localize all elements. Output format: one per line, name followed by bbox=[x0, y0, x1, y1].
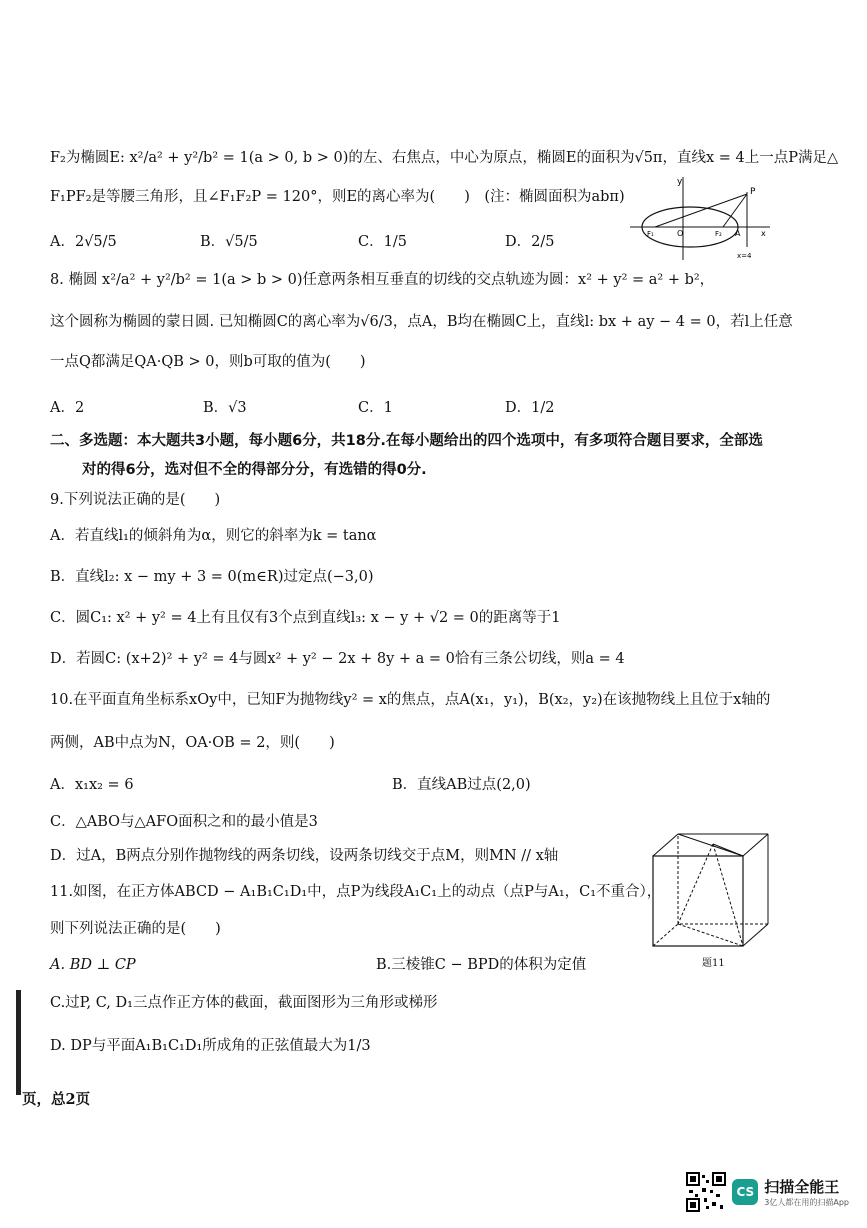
q10-line2: 两侧，AB中点为N，OA·OB = 2，则( ) bbox=[50, 735, 335, 751]
q7-option-b: B．√5/5 bbox=[200, 234, 258, 250]
q7-line2-text: F₁PF₂是等腰三角形，且∠F₁F₂P = 120°，则E的离心率为( ) (注：椭圆面积为abπ) bbox=[50, 189, 625, 205]
q8-option-a: A．2 bbox=[50, 400, 85, 416]
q8-option-d: D．1/2 bbox=[505, 400, 555, 416]
fig7-label-p: P bbox=[750, 187, 756, 197]
fig7-label-f1: F₁ bbox=[647, 230, 654, 238]
q11-line1: 11.如图，在正方体ABCD − A₁B₁C₁D₁中，点P为线段A₁C₁上的动点（点P与A₁，C₁不重合）， bbox=[50, 884, 662, 900]
q11-line2: 则下列说法正确的是( ) bbox=[50, 921, 221, 937]
scan-edge-shadow bbox=[16, 990, 21, 1095]
q10-line1: 10.在平面直角坐标系xOy中，已知F为抛物线y² = x的焦点，点A(x₁，y₁)，B(x₂，y₂)在该抛物线上且位于x轴的 bbox=[50, 692, 771, 708]
q10-option-c: C．△ABO与△AFO面积之和的最小值是3 bbox=[50, 814, 318, 830]
fig7-label-x: x bbox=[761, 229, 766, 238]
section2-line2: 对的得6分，选对但不全的得部分分，有选错的得0分. bbox=[82, 462, 427, 478]
q7-line1-text: F₂为椭圆E: x²/a² + y²/b² = 1(a > 0, b > 0)的左、右焦点，中心为原点，椭圆E的面积为√5π，直线x = 4上一点P满足△ bbox=[50, 150, 839, 166]
q7-line2 bbox=[50, 189, 625, 206]
q9-option-b: B．直线l₂: x − my + 3 = 0(m∈R)过定点(−3,0) bbox=[50, 569, 374, 585]
q9-option-a: A．若直线l₁的倾斜角为α，则它的斜率为k = tanα bbox=[50, 528, 377, 544]
fig7-label-y: y bbox=[677, 177, 683, 187]
q11-option-a: A. BD ⊥ CP bbox=[50, 957, 136, 973]
scanner-brand bbox=[764, 1176, 849, 1208]
q8-line1: 8. 椭圆 x²/a² + y²/b² = 1(a > b > 0)任意两条相互垂直的切线的交点轨迹为圆：x² + y² = a² + b²， bbox=[50, 272, 715, 288]
q8-line3: 一点Q都满足QA·QB > 0，则b可取的值为( ) bbox=[50, 354, 366, 370]
q11-figure-caption: 题11 bbox=[702, 958, 725, 969]
fig7-label-o: O bbox=[677, 229, 684, 238]
q9-option-d: D．若圆C: (x+2)² + y² = 4与圆x² + y² − 2x + 8y + a = 0恰有三条公切线，则a = 4 bbox=[50, 651, 625, 667]
q11-option-c: C.过P, C, D₁三点作正方体的截面，截面图形为三角形或梯形 bbox=[50, 995, 438, 1011]
q10-option-b: B．直线AB过点(2,0) bbox=[392, 777, 531, 793]
q9-option-c: C．圆C₁: x² + y² = 4上有且仅有3个点到直线l₃: x − y + √2 = 0的距离等于1 bbox=[50, 610, 561, 626]
q11-option-d: D. DP与平面A₁B₁C₁D₁所成角的正弦值最大为1/3 bbox=[50, 1038, 371, 1054]
page-footer: 页，总2页 bbox=[22, 1091, 91, 1108]
q7-ellipse-figure bbox=[625, 172, 775, 262]
q7-option-d: D．2/5 bbox=[505, 234, 555, 250]
q10-option-d: D．过A，B两点分别作抛物线的两条切线，设两条切线交于点M，则MN // x轴 bbox=[50, 848, 559, 864]
q8-line2: 这个圆称为椭圆的蒙日圆. 已知椭圆C的离心率为√6/3，点A，B均在椭圆C上，直线l: bx + ay − 4 = 0，若l上任意 bbox=[50, 314, 793, 330]
scanner-title: 扫描全能王 bbox=[764, 1178, 840, 1196]
q7-option-c: C．1/5 bbox=[358, 234, 407, 250]
q8-option-c: C．1 bbox=[358, 400, 393, 416]
q9-stem: 9.下列说法正确的是( ) bbox=[50, 492, 221, 508]
q7-option-a: A．2√5/5 bbox=[50, 234, 117, 250]
scanner-logo-icon: CS bbox=[732, 1179, 758, 1205]
q10-option-a: A．x₁x₂ = 6 bbox=[50, 777, 134, 793]
qr-code-icon bbox=[686, 1172, 726, 1212]
q11-option-b: B.三棱锥C − BPD的体积为定值 bbox=[376, 957, 587, 973]
scanner-badge bbox=[686, 1172, 849, 1212]
q11-cube-figure bbox=[643, 826, 783, 966]
fig7-label-a: A bbox=[735, 229, 741, 238]
fig7-label-line: x=4 bbox=[737, 252, 752, 260]
section2-line1: 二、多选题：本大题共3小题，每小题6分，共18分.在每小题给出的四个选项中，有多项符合题目要求，全部选 bbox=[50, 433, 763, 449]
q7-line1 bbox=[50, 150, 838, 167]
q8-option-b: B．√3 bbox=[203, 400, 247, 416]
scanner-subtitle: 3亿人都在用的扫描App bbox=[764, 1198, 849, 1207]
fig7-label-f2: F₂ bbox=[715, 230, 722, 238]
